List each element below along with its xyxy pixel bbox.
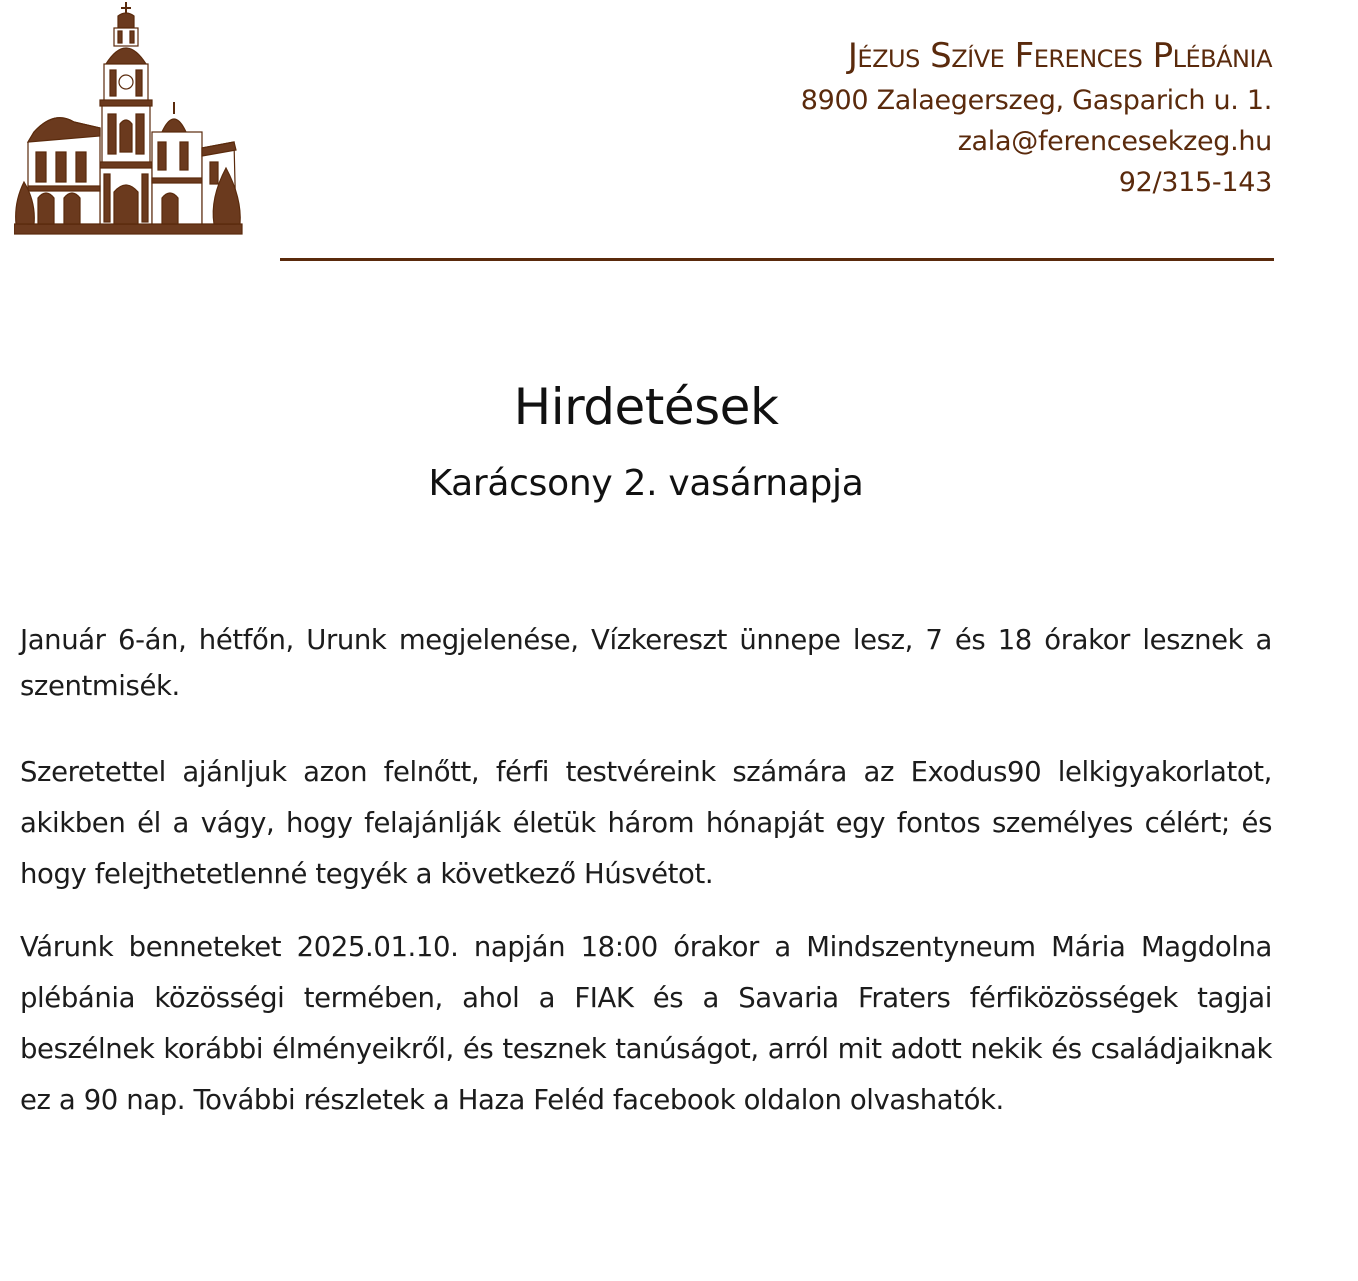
parish-email: zala@ferencesekzeg.hu (957, 126, 1272, 157)
church-logo (14, 2, 244, 238)
parish-name: Jézus Szíve Ferences Plébánia (847, 36, 1272, 76)
announcement-paragraph: Várunk benneteket 2025.01.10. napján 18:00 órakor a Mindszentyneum Mária Magdolna plébánia közösségi termében, ahol a FIAK és a Savaria Fraters férfiközösségek tagjai beszélnek korábbi élményeikről, és tesznek tanúságot, arról mit adott nekik és családjaiknak ez a 90 nap. További részletek a Haza Feléd facebook oldalon olvashatók. (20, 931, 1272, 1116)
announcement-paragraph: Január 6-án, hétfőn, Urunk megjelenése, Vízkereszt ünnepe lesz, 7 és 18 órakor lesznek a szentmisék. (20, 624, 1272, 702)
document-title: Hirdetések (513, 378, 779, 436)
announcement-paragraph: Szeretettel ajánljuk azon felnőtt, férfi testvéreink számára az Exodus90 lelkigyakorlatot, akikben él a vágy, hogy felajánlják életük három hónapját egy fontos személyes célért; és hogy felejthetetlenné tegyék a következő Húsvétot. (20, 756, 1272, 890)
header-divider (280, 258, 1274, 261)
parish-address: 8900 Zalaegerszeg, Gasparich u. 1. (800, 85, 1272, 116)
church-illustration-icon (14, 2, 244, 238)
parish-header (801, 32, 1272, 203)
document-subtitle: Karácsony 2. vasárnapja (428, 463, 864, 504)
parish-phone: 92/315-143 (1118, 167, 1272, 198)
